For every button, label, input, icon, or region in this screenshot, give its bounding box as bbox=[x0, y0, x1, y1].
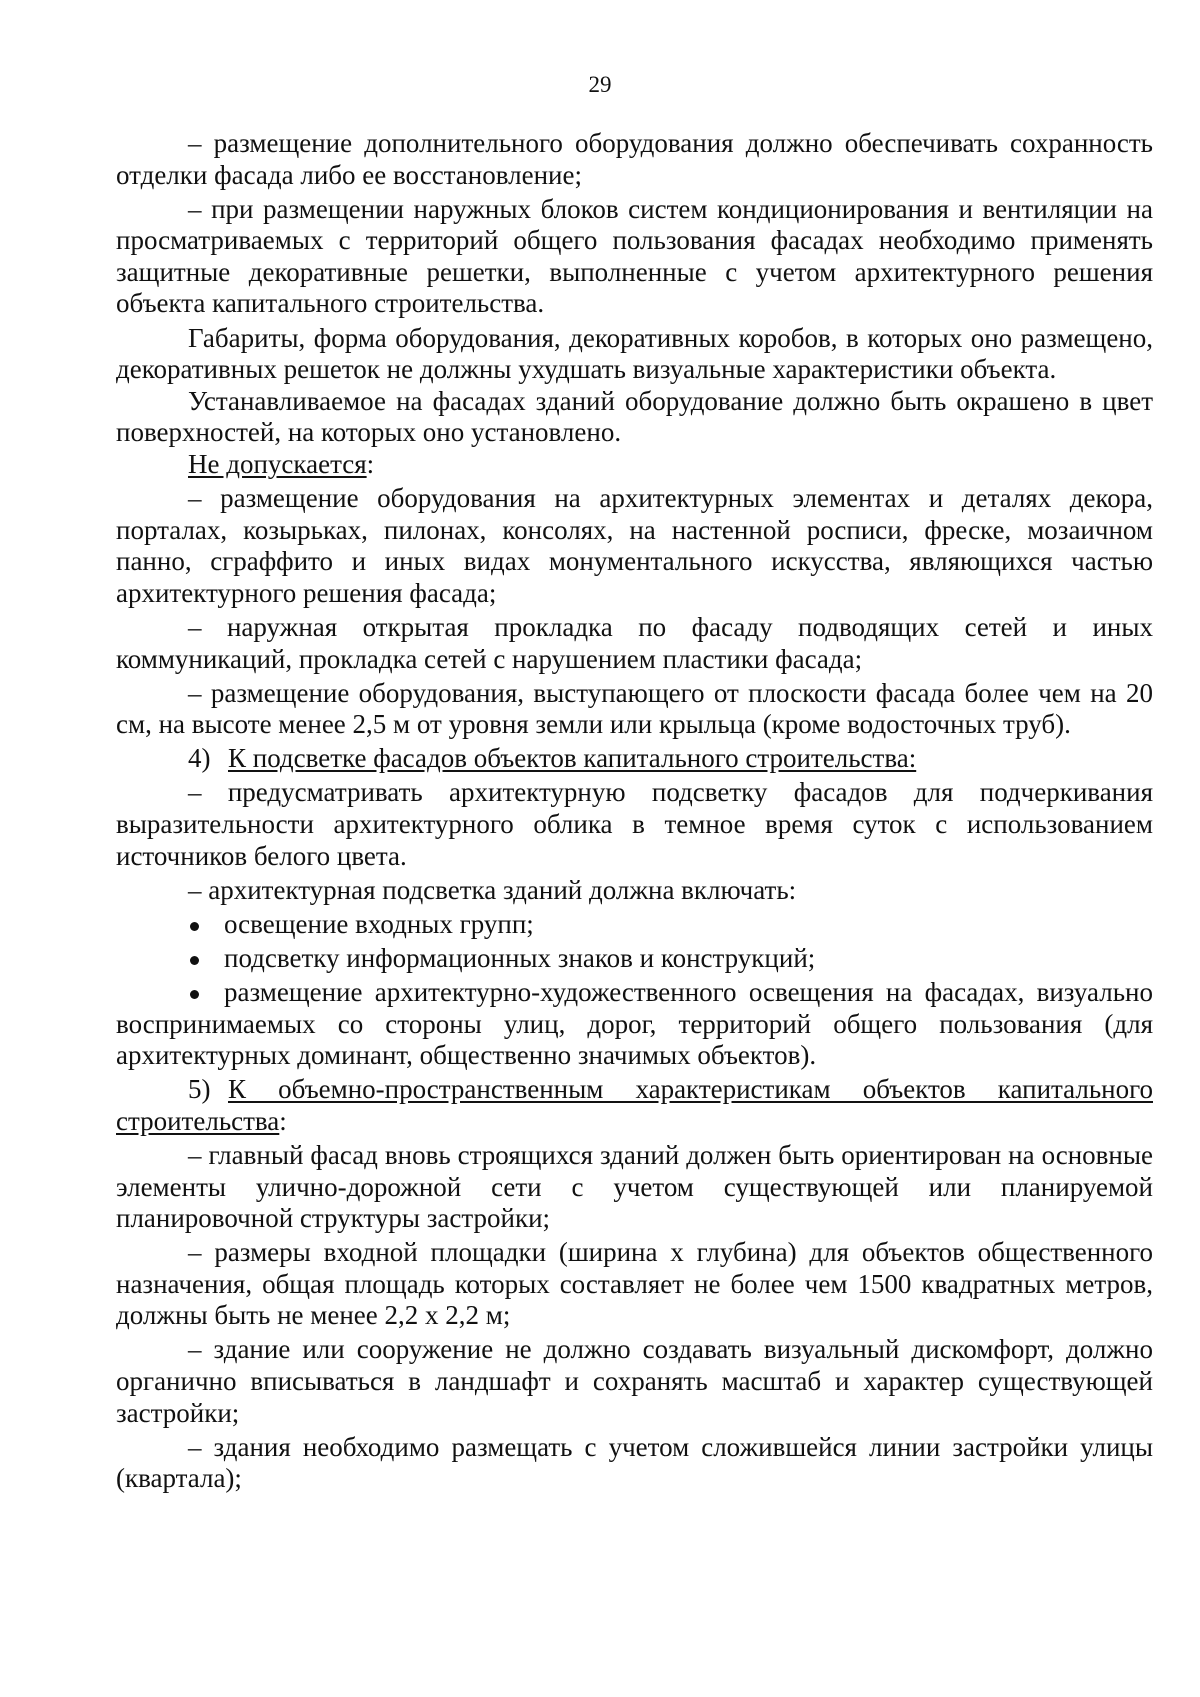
paragraph: – размещение дополнительного оборудования должно обеспечивать сохранность отделки фасада либо ее восстановление; bbox=[116, 128, 1153, 190]
section-5-colon: : bbox=[279, 1105, 287, 1136]
bullet-icon bbox=[190, 922, 199, 931]
paragraph: – главный фасад вновь строящихся зданий должен быть ориентирован на основные элементы улично-дорожной сети с учетом существующей или планируемой планировочной структуры застройки; bbox=[116, 1139, 1153, 1234]
document-body bbox=[116, 128, 1153, 1497]
not-allowed-heading bbox=[116, 449, 1153, 483]
page-number: 29 bbox=[588, 72, 612, 97]
paragraph: – здание или сооружение не должно создавать визуальный дискомфорт, должно органично вписываться в ландшафт и сохранять масштаб и характер существующей застройки; bbox=[116, 1334, 1153, 1428]
section-5-title: К объемно-пространственным характеристикам объектов капитального строительства bbox=[116, 1074, 1153, 1136]
not-allowed-label: Не допускается bbox=[188, 448, 367, 479]
paragraph: – размеры входной площадки (ширина х глубина) для объектов общественного назначения, общая площадь которых составляет не более чем 1500 квадратных метров, должны быть не менее 2,2 х 2,2 м; bbox=[116, 1237, 1153, 1331]
paragraph: Устанавливаемое на фасадах зданий оборудование должно быть окрашено в цвет поверхностей, на которых оно установлено. bbox=[116, 385, 1153, 448]
bullet-icon bbox=[190, 956, 199, 965]
bullet-text: размещение архитектурно-художественного освещения на фасадах, визуально воспринимаемых со стороны улиц, дорог, территорий общего пользования (для архитектурных доминант, общественно значимых объектов). bbox=[116, 976, 1153, 1071]
paragraph: – здания необходимо размещать с учетом сложившейся линии застройки улицы (квартала); bbox=[116, 1431, 1153, 1494]
paragraph: – размещение оборудования, выступающего от плоскости фасада более чем на 20 см, на высоте менее 2,5 м от уровня земли или крыльца (кроме водосточных труб). bbox=[116, 677, 1153, 740]
paragraph: – предусматривать архитектурную подсветку фасадов для подчеркивания выразительности архитектурного облика в темное время суток с использованием источников белого цвета. bbox=[116, 777, 1153, 871]
paragraph: – архитектурная подсветка зданий должна включать: bbox=[188, 874, 797, 905]
paragraph: – наружная открытая прокладка по фасаду подводящих сетей и иных коммуникаций, прокладка сетей с нарушением пластики фасада; bbox=[116, 611, 1153, 674]
bullet-item bbox=[116, 909, 1153, 943]
bullet-item bbox=[116, 943, 1153, 977]
paragraph: Габариты, форма оборудования, декоративных коробов, в которых оно размещено, декоративных решеток не должны ухудшать визуальные характеристики объекта. bbox=[116, 322, 1153, 385]
bullet-text: освещение входных групп; bbox=[224, 908, 534, 939]
section-4-number: 4) bbox=[188, 743, 211, 774]
not-allowed-colon: : bbox=[366, 448, 375, 479]
section-4-title: К подсветке фасадов объектов капитального строительства: bbox=[228, 743, 917, 774]
paragraph: – при размещении наружных блоков систем кондиционирования и вентиляции на просматриваемых с территорий общего пользования фасадах необходимо применять защитные декоративные решетки, выполненные с учетом архитектурного решения объекта капитального строительства. bbox=[116, 193, 1153, 319]
section-5-number: 5) bbox=[188, 1074, 211, 1105]
section-5-heading bbox=[116, 1074, 1153, 1140]
bullet-icon bbox=[190, 990, 199, 999]
section-4-heading bbox=[116, 743, 1153, 777]
bullet-item bbox=[116, 977, 1153, 1074]
paragraph: – размещение оборудования на архитектурных элементах и деталях декора, порталах, козырьках, пилонах, консолях, на настенной росписи, фреске, мозаичном панно, сграффито и иных видах монументального искусства, являющихся частью архитектурного решения фасада; bbox=[116, 483, 1153, 608]
bullet-text: подсветку информационных знаков и конструкций; bbox=[224, 942, 816, 973]
